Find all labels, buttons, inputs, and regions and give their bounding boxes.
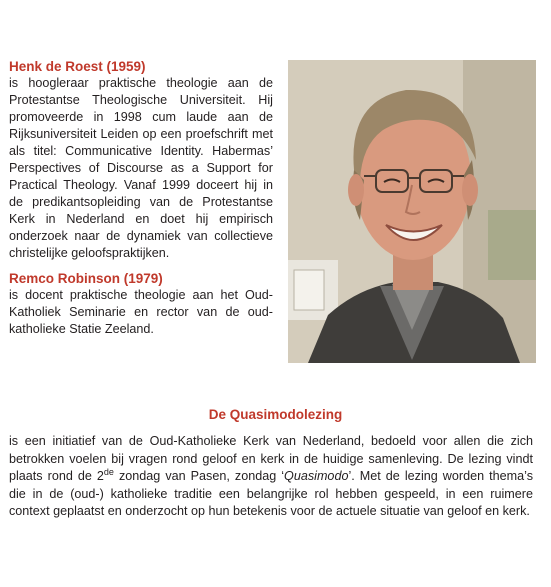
ordinal-superscript: de: [103, 466, 114, 477]
section-text-part2: zondag van Pasen, zondag ‘: [113, 469, 285, 483]
bio-column: [9, 58, 273, 338]
section-text-part1: is een initiatief van de Oud-Katholieke Kerk van Nederland, bedoeld voor allen die zich betrokken voelen bij vragen rond geloof en kerk in de huidige samenleving. De lezing vindt plaats rond de 2: [9, 434, 533, 483]
person-name-henk: Henk de Roest (1959): [9, 59, 146, 74]
section-title: De Quasimodolezing: [208, 407, 343, 422]
portrait-photo: [288, 60, 536, 363]
quasimodo-italic: Quasimodo: [284, 469, 349, 483]
section-text-part3: ’. Met de lezing worden thema’s die in de (oud-) katholieke traditie een belangrijke rol hebben gespeeld, in een ruimere context geplaatst en onderzocht op hun betekenis voor de actuele situatie van geloof en kerk.: [9, 469, 533, 518]
person-name-remco: Remco Robinson (1979): [9, 271, 163, 286]
person-bio-remco: is docent praktische theologie aan het Oud-Katholiek Seminarie en rector van de oud-katholieke Statie Zeeland.: [9, 288, 273, 336]
person-bio-henk: is hoogleraar praktische theologie aan de Protestantse Theologische Universiteit. Hij promoveerde in 1998 cum laude aan de Rijksuniversiteit Leiden op een proefschrift met als titel: Communicative Identity. Habermas’ Perspectives of Discourse as a Support for Practical Theology. Vanaf 1999 doceert hij in de predikantsopleiding van de Protestantse Kerk in Nederland en doet hij empirisch onderzoek naar de dynamiek van collectieve christelijke geloofspraktijken.: [9, 76, 273, 260]
section-body-text: [9, 433, 533, 521]
